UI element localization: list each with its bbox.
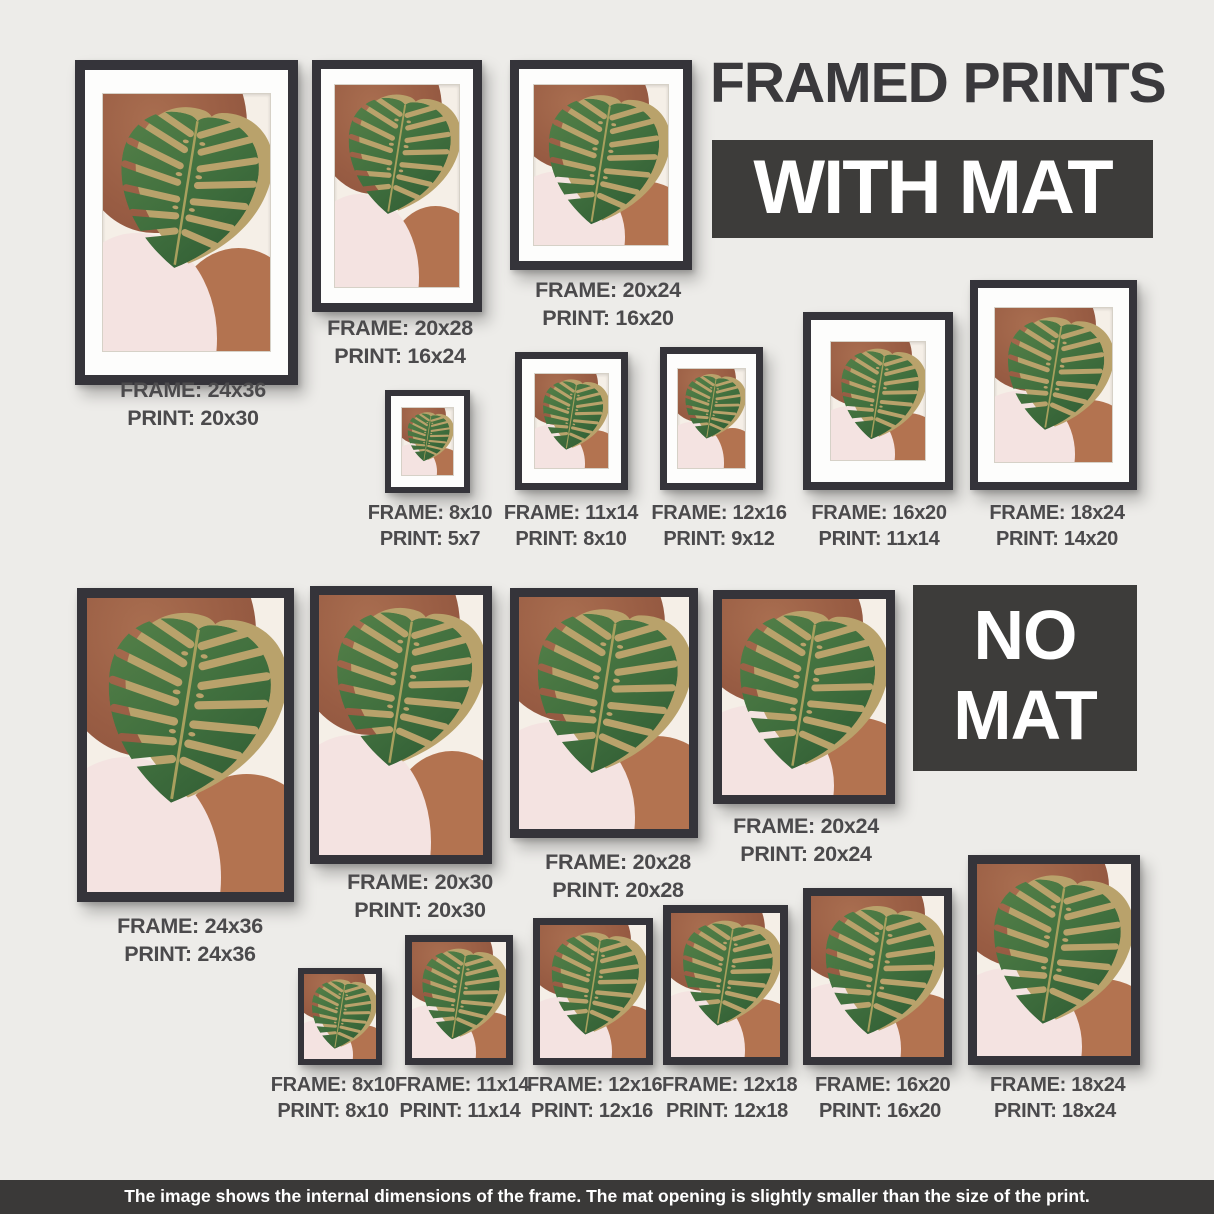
frame-no-mat-11x14	[405, 935, 513, 1065]
frame-size-label: FRAME: 18x24 PRINT: 18x24	[990, 1074, 1126, 1122]
frame-size-label: FRAME: 20x28 PRINT: 20x28	[545, 850, 691, 902]
frame-with-mat-20x28	[312, 60, 482, 312]
page-title: FRAMED PRINTS	[710, 51, 1166, 115]
frame-no-mat-24x36	[77, 588, 294, 902]
mat-board	[519, 69, 683, 261]
mat-board	[978, 288, 1129, 482]
frame-no-mat-16x20	[803, 888, 952, 1065]
frame-size-label: FRAME: 20x24 PRINT: 20x24	[733, 814, 879, 866]
frame-size-label: FRAME: 18x24 PRINT: 14x20	[989, 502, 1125, 550]
art-print	[304, 974, 376, 1059]
frame-size-label: FRAME: 24x36 PRINT: 24x36	[117, 914, 263, 966]
frame-size-label: FRAME: 20x28 PRINT: 16x24	[327, 316, 473, 368]
mat-board	[522, 359, 621, 483]
monstera-leaf-graphic	[977, 866, 1131, 1048]
art-print	[519, 597, 689, 829]
art-print	[87, 598, 284, 892]
mat-board	[85, 70, 288, 375]
art-print	[722, 599, 886, 795]
frame-size-label: FRAME: 11x14 PRINT: 11x14	[395, 1074, 530, 1122]
frame-no-mat-12x16	[533, 918, 653, 1065]
monstera-leaf-graphic	[335, 87, 459, 279]
frame-size-label: FRAME: 8x10 PRINT: 8x10	[270, 1074, 396, 1122]
frame-size-label: FRAME: 12x16 PRINT: 12x16	[527, 1074, 663, 1122]
mat-board	[391, 396, 464, 487]
frame-with-mat-11x14	[515, 352, 628, 490]
art-print	[977, 864, 1131, 1056]
art-print	[995, 308, 1112, 462]
monstera-leaf-graphic	[534, 87, 668, 239]
art-print	[540, 925, 646, 1058]
frame-size-label: FRAME: 11x14 PRINT: 8x10	[503, 502, 639, 550]
frame-no-mat-18x24	[968, 855, 1140, 1065]
frame-with-mat-12x16	[660, 347, 763, 490]
frame-no-mat-20x28	[510, 588, 698, 838]
art-print	[811, 896, 944, 1057]
frame-with-mat-16x20	[803, 312, 953, 490]
monstera-leaf-graphic	[535, 375, 608, 464]
monstera-leaf-graphic	[678, 370, 745, 464]
monstera-leaf-graphic	[519, 599, 689, 819]
monstera-leaf-graphic	[540, 926, 646, 1052]
art-print	[534, 85, 668, 245]
mat-board	[811, 320, 945, 482]
art-print	[831, 342, 925, 460]
with-mat-badge: WITH MAT	[712, 140, 1153, 238]
frame-no-mat-12x18	[663, 905, 788, 1065]
frame-no-mat-20x24	[713, 590, 895, 804]
frame-size-label: FRAME: 8x10 PRINT: 5x7	[367, 502, 493, 550]
monstera-leaf-graphic	[995, 310, 1112, 456]
art-print	[319, 595, 483, 855]
monstera-leaf-graphic	[722, 601, 886, 787]
frame-size-label: FRAME: 16x20 PRINT: 16x20	[815, 1074, 951, 1122]
monstera-leaf-graphic	[319, 598, 483, 845]
frame-size-label: FRAME: 12x18 PRINT: 12x18	[662, 1074, 798, 1122]
mat-board	[321, 69, 473, 303]
no-mat-badge: NO MAT	[913, 585, 1137, 771]
monstera-leaf-graphic	[831, 343, 925, 455]
monstera-leaf-graphic	[103, 97, 270, 341]
frame-with-mat-24x36	[75, 60, 298, 385]
art-print	[678, 369, 745, 468]
monstera-leaf-graphic	[402, 409, 453, 473]
frame-with-mat-20x24	[510, 60, 692, 270]
art-print	[402, 408, 453, 475]
frame-with-mat-18x24	[970, 280, 1137, 490]
frame-size-label: FRAME: 12x16 PRINT: 9x12	[651, 502, 787, 550]
art-print	[671, 913, 780, 1057]
art-print	[412, 942, 506, 1058]
monstera-leaf-graphic	[412, 943, 506, 1053]
frame-size-label: FRAME: 20x30 PRINT: 20x30	[347, 870, 493, 922]
footer-note: The image shows the internal dimensions of the frame. The mat opening is slightly smaller than the size of the print.	[0, 1180, 1214, 1214]
monstera-leaf-graphic	[304, 975, 376, 1056]
frame-no-mat-20x30	[310, 586, 492, 864]
frame-size-label: FRAME: 16x20 PRINT: 11x14	[811, 502, 947, 550]
frame-size-label: FRAME: 24x36 PRINT: 20x30	[120, 378, 266, 430]
art-print	[103, 94, 270, 351]
monstera-leaf-graphic	[87, 601, 284, 880]
frame-size-label: FRAME: 20x24 PRINT: 16x20	[535, 278, 681, 330]
frame-with-mat-8x10	[385, 390, 470, 493]
monstera-leaf-graphic	[811, 898, 944, 1051]
art-print	[335, 85, 459, 287]
monstera-leaf-graphic	[671, 914, 780, 1051]
frame-no-mat-8x10	[298, 968, 382, 1065]
art-print	[535, 374, 608, 468]
mat-board	[667, 354, 756, 483]
